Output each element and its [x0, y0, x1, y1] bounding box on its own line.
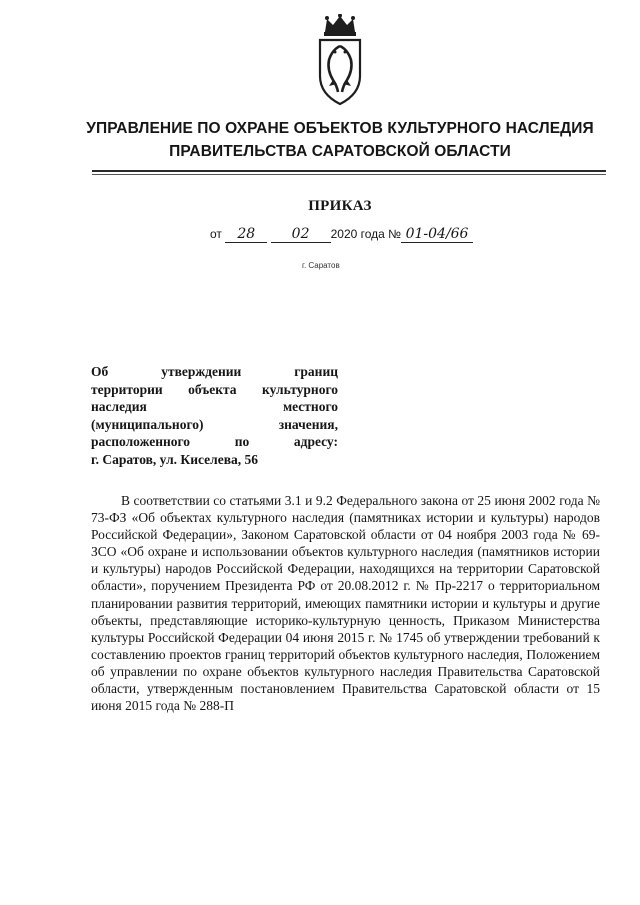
- org-name-line-1: УПРАВЛЕНИЕ ПО ОХРАНЕ ОБЪЕКТОВ КУЛЬТУРНОГО НАСЛЕДИЯ: [86, 120, 594, 137]
- document-title: ПРИКАЗ: [308, 198, 372, 214]
- date-month: 02: [271, 226, 331, 243]
- org-name-line-2: ПРАВИТЕЛЬСТВА САРАТОВСКОЙ ОБЛАСТИ: [169, 143, 511, 160]
- header-rule: [92, 170, 606, 172]
- saratov-coat-of-arms-icon: [315, 14, 365, 106]
- subject-line: г. Саратов, ул. Киселева, 56: [91, 451, 258, 467]
- body-paragraph: В соответствии со статьями 3.1 и 9.2 Федерального закона от 25 июня 2002 года № 73-ФЗ «Об объектах культурного наследия (памятниках истории и культуры) народов Российской Федерации», Законом Саратовской области от 04 ноября 2003 года № 69-ЗСО «Об охране и использовании объектов культурного наследия (памятников истории и культуры) народов Российской Федерации, находящихся на территории Саратовской области», поручением Президента РФ от 20.08.2012 г. № Пр-2217 о территориальном планировании развития территорий, имеющих памятники истории и культуры и другие объекты, представляющие историко-культурную ценность, Приказом Министерства культуры Российской Федерации 04 июня 2015 г. № 1745 об утверждении требований к составлению проектов границ территорий объектов культурного наследия, Положением об управлении по охране объектов культурного наследия Правительства Саратовской области, утвержденным постановлением Правительства Саратовской области от 15 июня 2015 года № 288-П: [91, 493, 600, 714]
- order-number: 01-04/66: [401, 226, 473, 243]
- subject-line: Об утверждении границ: [91, 364, 338, 379]
- subject-line: (муниципального) значения,: [91, 416, 338, 432]
- subject-line: наследия местного: [91, 399, 338, 414]
- subject-line: расположенного по адресу:: [91, 434, 338, 449]
- date-number-line: [210, 226, 473, 243]
- date-prefix: от: [210, 227, 222, 241]
- city-label: г. Саратов: [302, 261, 340, 270]
- subject-line: территории объекта культурного: [91, 381, 338, 397]
- date-year-text: 2020 года №: [330, 227, 402, 241]
- date-day: 28: [225, 226, 267, 243]
- order-subject: [91, 363, 338, 468]
- header-rule-thin: [92, 174, 606, 175]
